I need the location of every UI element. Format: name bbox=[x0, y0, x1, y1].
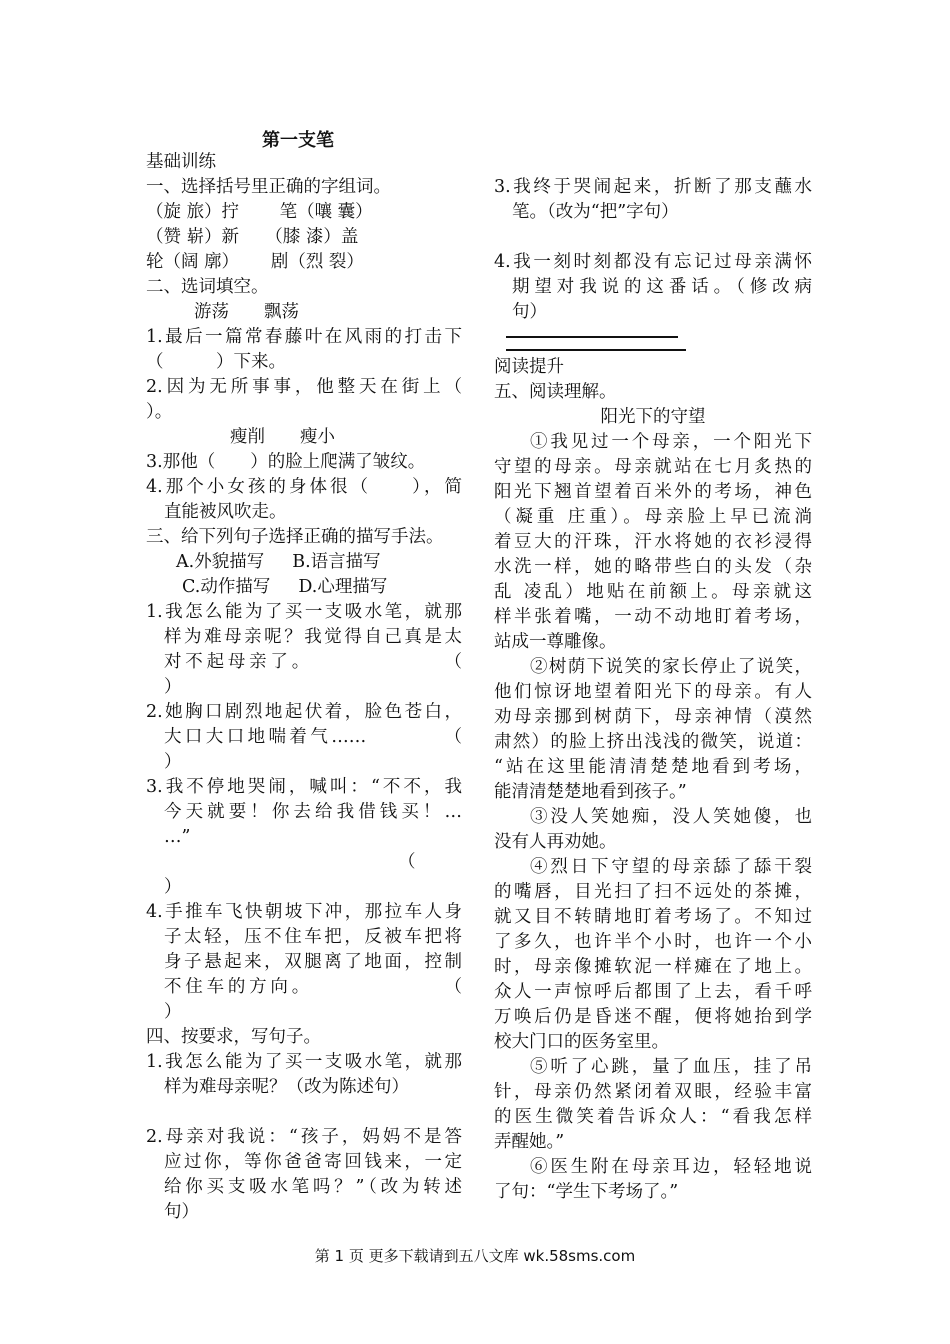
paragraph-line: 水洗一样，她的略带些白的头发（杂 bbox=[494, 557, 812, 577]
question-line: 身子悬起来，双腿离了地面，控制 bbox=[164, 952, 462, 972]
option-b: B.语言描写 bbox=[292, 552, 381, 572]
question-line: …” bbox=[164, 827, 191, 847]
question-line: 3.我不停地哭闹，喊叫：“不不，我 bbox=[146, 777, 462, 797]
right-column bbox=[494, 150, 812, 1205]
word-choice-row: （赞 崭）新 （膝 漆）盖 bbox=[146, 227, 359, 247]
answer-bracket: ） bbox=[164, 677, 182, 697]
paragraph-line: 肃然）的脸上挤出浅浅的微笑，说道： bbox=[494, 732, 812, 752]
page-footer: 第 1 页 更多下载请到五八文库 wk.58sms.com bbox=[314, 1247, 636, 1265]
section-5-title: 五、阅读理解。 bbox=[494, 382, 617, 402]
paragraph-line: 站成一尊雕像。 bbox=[494, 632, 617, 652]
question-line: 2.母亲对我说：“孩子，妈妈不是答 bbox=[146, 1127, 462, 1147]
answer-bracket: ） bbox=[164, 752, 182, 772]
paragraph-line: 针，母亲仍然紧闭着双眼，经验丰富 bbox=[494, 1082, 812, 1102]
paragraph-line: 校大门口的医务室里。 bbox=[494, 1032, 669, 1052]
question-line: 4.我一刻时刻都没有忘记过母亲满怀 bbox=[494, 252, 812, 272]
paragraph-line: 劝母亲挪到树荫下，母亲神情（漠然 bbox=[494, 707, 812, 727]
paragraph-line: 万唤后仍是昏迷不醒，便将她抬到学 bbox=[494, 1007, 812, 1027]
story-title: 阳光下的守望 bbox=[600, 407, 706, 427]
question-line: 2.因为无所事事，他整天在街上（ bbox=[146, 377, 462, 397]
paragraph-line: 时，母亲像摊软泥一样瘫在了地上。 bbox=[494, 957, 812, 977]
section-3-title: 三、给下列句子选择正确的描写手法。 bbox=[146, 527, 444, 547]
question-line: 1.我怎么能为了买一支吸水笔，就那 bbox=[146, 1052, 462, 1072]
paragraph-line: 的医生微笑着告诉众人：“看我怎样 bbox=[494, 1107, 812, 1127]
word-choice-row: （旋 旅）拧 笔（嚷 囊） bbox=[146, 202, 373, 222]
question-line: 1.我怎么能为了买一支吸水笔，就那 bbox=[146, 602, 462, 622]
paragraph-line: 乱 凌乱）地贴在前额上。母亲就这 bbox=[494, 582, 812, 602]
section-heading: 基础训练 bbox=[146, 152, 216, 172]
paragraph-line: 他们惊讶地望着阳光下的母亲。有人 bbox=[494, 682, 812, 702]
question-line: 1.最后一篇常春藤叶在风雨的打击下 bbox=[146, 327, 462, 347]
question-line: 句） bbox=[164, 1202, 199, 1222]
question-line: 2.她胸口剧烈地起伏着，脸色苍白， bbox=[146, 702, 462, 722]
paragraph-line: ⑥医生附在母亲耳边，轻轻地说 bbox=[530, 1157, 812, 1177]
question-line: ）。 bbox=[146, 402, 173, 422]
left-column bbox=[146, 150, 462, 1225]
paragraph-line: 样半张着嘴，一动不动地盯着考场， bbox=[494, 607, 812, 627]
question-line: 子太轻，压不住车把，反被车把将 bbox=[164, 927, 462, 947]
paragraph-line: 没有人再劝她。 bbox=[494, 832, 617, 852]
answer-bracket: ） bbox=[164, 1002, 182, 1022]
paragraph-line: 弄醒她。” bbox=[494, 1132, 565, 1152]
page-title: 第一支笔 bbox=[262, 130, 334, 151]
question-line: 给你买支吸水笔吗？”（改为转述 bbox=[164, 1177, 462, 1197]
paragraph-line: ③没人笑她痴，没人笑她傻，也 bbox=[530, 807, 812, 827]
question-line: 直能被风吹走。 bbox=[164, 502, 287, 522]
paragraph-line: 就又目不转睛地盯着考场了。不知过 bbox=[494, 907, 812, 927]
option-d: D.心理描写 bbox=[298, 577, 388, 597]
paragraph-line: ⑤听了心跳，量了血压，挂了吊 bbox=[530, 1057, 812, 1077]
paragraph-line: ①我见过一个母亲，一个阳光下 bbox=[530, 432, 812, 452]
paragraph-line: 的嘴唇，目光扫了扫不远处的茶摊， bbox=[494, 882, 812, 902]
option-a: A.外貌描写 bbox=[176, 552, 265, 572]
question-line: 笔。（改为“把”字句） bbox=[512, 202, 679, 222]
paragraph-line: 守望的母亲。母亲就站在七月炙热的 bbox=[494, 457, 812, 477]
paragraph-line: 了句：“学生下考场了。” bbox=[494, 1182, 679, 1202]
question-line: 样为难母亲呢？我觉得自己真是太 bbox=[164, 627, 462, 647]
word-choice-row: 轮（阔 廓） 剧（烈 裂） bbox=[146, 252, 364, 272]
question-line: 4.手推车飞快朝坡下冲，那拉车人身 bbox=[146, 902, 462, 922]
paragraph-line: （凝重 庄重）。母亲脸上早已流淌 bbox=[494, 507, 812, 527]
paragraph-line: ④烈日下守望的母亲舔了舔干裂 bbox=[530, 857, 812, 877]
question-line: 大口大口地喘着气…… （ bbox=[164, 727, 462, 747]
word-options: 瘦削 瘦小 bbox=[230, 427, 335, 447]
question-line: 不住车的方向。 （ bbox=[164, 977, 462, 997]
section-4-title: 四、按要求，写句子。 bbox=[146, 1027, 321, 1047]
answer-line bbox=[506, 336, 678, 338]
word-options: 游荡 飘荡 bbox=[194, 302, 299, 322]
question-line: 样为难母亲呢？（改为陈述句） bbox=[164, 1077, 409, 1097]
paragraph-line: 众人一声惊呼后都围了上去，看千呼 bbox=[494, 982, 812, 1002]
paragraph-line: 阳光下翘首望着百米外的考场，神色 bbox=[494, 482, 812, 502]
question-line: 句） bbox=[512, 302, 547, 322]
section-2-title: 二、选词填空。 bbox=[146, 277, 269, 297]
option-row bbox=[146, 575, 462, 600]
answer-bracket: ） bbox=[164, 877, 182, 897]
question-line: 期望对我说的这番话。（修改病 bbox=[512, 277, 812, 297]
option-row bbox=[146, 550, 462, 575]
question-line: 应过你，等你爸爸寄回钱来，一定 bbox=[164, 1152, 462, 1172]
question-line: （ ）下来。 bbox=[146, 352, 286, 372]
question-line: 3.那他（ ）的脸上爬满了皱纹。 bbox=[146, 452, 426, 472]
paragraph-line: “站在这里能清清楚楚地看到考场， bbox=[494, 757, 812, 777]
question-line: 对不起母亲了。 （ bbox=[164, 652, 462, 672]
paragraph-line: 能清清楚楚地看到孩子。” bbox=[494, 782, 687, 802]
paragraph-line: 着豆大的汗珠，汗水将她的衣衫浸得 bbox=[494, 532, 812, 552]
section-heading: 阅读提升 bbox=[494, 357, 564, 377]
answer-bracket: （ bbox=[398, 852, 416, 872]
section-1-title: 一、选择括号里正确的字组词。 bbox=[146, 177, 391, 197]
option-c: C.动作描写 bbox=[182, 577, 271, 597]
paragraph-line: ②树荫下说笑的家长停止了说笑， bbox=[530, 657, 812, 677]
question-line: 3.我终于哭闹起来，折断了那支蘸水 bbox=[494, 177, 812, 197]
question-line: 今天就要！你去给我借钱买！… bbox=[164, 802, 462, 822]
paragraph-line: 了多久，也许半个小时，也许一个小 bbox=[494, 932, 812, 952]
question-line: 4.那个小女孩的身体很（ ），简 bbox=[146, 477, 462, 497]
